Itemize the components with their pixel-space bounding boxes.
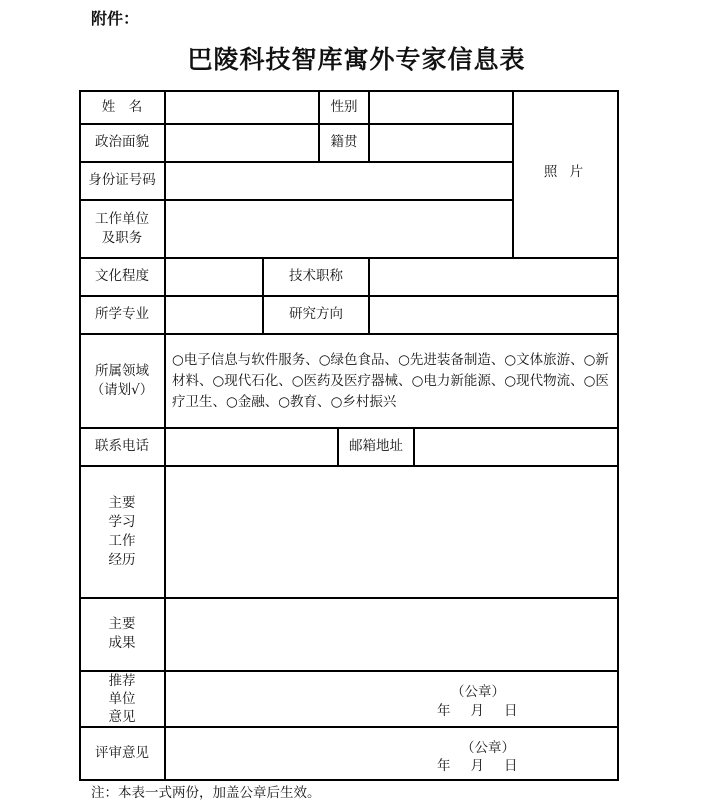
field-option[interactable]: ○电力新能源、 xyxy=(411,373,505,389)
research-label: 研究方向 xyxy=(289,306,343,322)
experience-label-line: 经历 xyxy=(108,551,136,568)
major-label: 所学专业 xyxy=(95,306,149,322)
recommend-date xyxy=(437,699,518,719)
field-option[interactable]: ○医疗卫生、 xyxy=(172,373,609,410)
education-field[interactable] xyxy=(166,258,262,295)
review-field[interactable] xyxy=(166,727,617,779)
recommend-seal: （公章） xyxy=(451,684,505,700)
field-option[interactable]: ○教育、 xyxy=(278,394,331,410)
field-option[interactable]: ○现代石化、 xyxy=(212,373,292,389)
day-label: 日 xyxy=(504,703,518,719)
gender-field[interactable] xyxy=(370,91,512,123)
attachment-label: 附件： xyxy=(91,9,140,28)
field-option[interactable]: ○新材料、 xyxy=(172,352,609,389)
field-option[interactable]: ○文体旅游、 xyxy=(504,352,584,368)
experience-label-line: 主要 xyxy=(108,494,136,511)
field-label-line2: （请划√） xyxy=(90,381,154,398)
phone-label: 联系电话 xyxy=(95,438,149,454)
major-field[interactable] xyxy=(166,296,262,333)
achievement-label-line: 主要 xyxy=(108,616,136,632)
experience-field[interactable] xyxy=(166,466,617,597)
work-unit-label-line2: 及职务 xyxy=(101,229,143,246)
month-label: 月 xyxy=(470,758,484,774)
year-label: 年 xyxy=(437,758,451,774)
email-field[interactable] xyxy=(415,428,617,465)
field-options xyxy=(172,350,614,413)
review-seal: （公章） xyxy=(461,740,515,756)
field-option[interactable]: ○电子信息与软件服务、 xyxy=(172,352,319,368)
field-option[interactable]: ○先进装备制造、 xyxy=(398,352,505,368)
photo-label: 照 片 xyxy=(543,164,588,180)
review-date xyxy=(437,754,518,774)
year-label: 年 xyxy=(437,703,451,719)
political-field[interactable] xyxy=(166,124,318,161)
work-unit-label-line1: 工作单位 xyxy=(95,210,149,227)
day-label: 日 xyxy=(504,758,518,774)
table-border-right xyxy=(617,90,619,780)
experience-label-line: 学习 xyxy=(108,513,136,530)
work-unit-field[interactable] xyxy=(166,200,512,257)
native-place-field[interactable] xyxy=(370,124,512,161)
experience-label xyxy=(80,466,164,597)
name-label: 姓 名 xyxy=(101,98,143,115)
tech-title-label: 技术职称 xyxy=(289,268,343,284)
education-label: 文化程度 xyxy=(95,268,149,284)
recommend-label-line: 推荐 xyxy=(108,672,136,689)
achievement-field[interactable] xyxy=(166,598,617,670)
field-option[interactable]: ○乡村振兴 xyxy=(330,394,397,410)
field-label xyxy=(80,334,164,427)
experience-label-line: 工作 xyxy=(108,532,136,549)
work-unit-label xyxy=(80,200,164,257)
field-option[interactable]: ○现代物流、 xyxy=(504,373,584,389)
footnote: 注：本表一式两份，加盖公章后生效。 xyxy=(91,785,321,801)
political-label: 政治面貌 xyxy=(95,134,149,150)
field-option[interactable]: ○绿色食品、 xyxy=(318,352,399,368)
month-label: 月 xyxy=(470,703,484,719)
field-option[interactable]: ○金融、 xyxy=(226,394,279,410)
photo-box[interactable] xyxy=(514,91,617,257)
id-number-label: 身份证号码 xyxy=(88,172,156,188)
field-label-line1: 所属领域 xyxy=(95,362,149,379)
tech-title-field[interactable] xyxy=(370,258,617,295)
phone-field[interactable] xyxy=(166,428,337,465)
native-place-label: 籍贯 xyxy=(330,134,358,150)
research-field[interactable] xyxy=(370,296,617,333)
achievement-label xyxy=(80,598,164,670)
name-field[interactable] xyxy=(166,91,318,123)
email-label: 邮箱地址 xyxy=(349,438,403,454)
achievement-label-line: 成果 xyxy=(108,635,136,651)
id-number-field[interactable] xyxy=(166,162,512,199)
recommend-label xyxy=(80,671,164,726)
field-option[interactable]: ○医药及医疗器械、 xyxy=(291,373,412,389)
recommend-label-line: 意见 xyxy=(108,708,136,725)
recommend-label-line: 单位 xyxy=(108,690,136,707)
recommend-field[interactable] xyxy=(166,671,617,726)
page-title: 巴陵科技智库寓外专家信息表 xyxy=(187,45,526,74)
review-label: 评审意见 xyxy=(95,744,149,761)
gender-label: 性别 xyxy=(330,98,358,115)
